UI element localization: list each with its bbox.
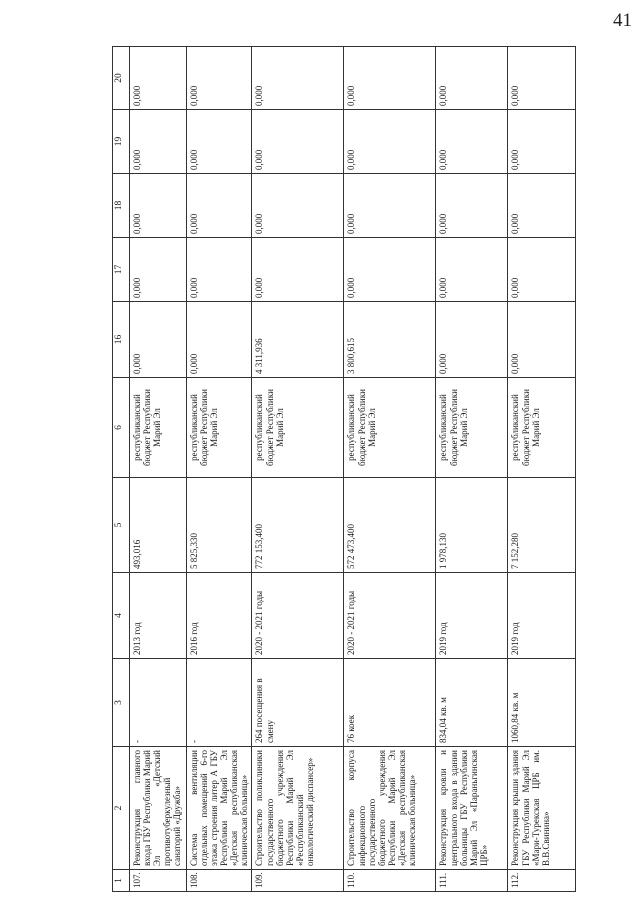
col17-cell: 0,000 [130, 238, 187, 302]
header-col-18: 18 [113, 174, 130, 238]
header-col-1: 1 [113, 870, 130, 892]
col17-cell: 0,000 [187, 238, 252, 302]
col18-cell: 0,000 [252, 174, 344, 238]
cost-cell: 7 152,280 [508, 478, 576, 573]
header-col-6: 6 [113, 378, 130, 478]
table-row [130, 47, 187, 892]
capacity-cell: 264 посещения в смену [252, 659, 344, 747]
table-row [436, 47, 508, 892]
col17-cell: 0,000 [252, 238, 344, 302]
header-col-19: 19 [113, 110, 130, 174]
row-number-cell: 111. [436, 870, 508, 892]
col20-cell: 0,000 [436, 47, 508, 110]
object-name-cell: Строительство поликлиники государственного бюджетного учреждения Республики Марий Эл «Республиканский онкологический диспансер» [252, 747, 344, 870]
period-cell: 2016 год [187, 573, 252, 659]
period-cell: 2019 год [436, 573, 508, 659]
col18-cell: 0,000 [436, 174, 508, 238]
col18-cell: 0,000 [344, 174, 436, 238]
col20-cell: 0,000 [130, 47, 187, 110]
header-col-3: 3 [113, 659, 130, 747]
table-row [187, 47, 252, 892]
source-cell: республиканский бюджет Республики Марий Эл [187, 378, 252, 478]
col17-cell: 0,000 [344, 238, 436, 302]
col16-cell: 4 311,936 [252, 302, 344, 378]
col16-cell: 0,000 [130, 302, 187, 378]
object-name-cell: Реконструкция главного входа ГБУ Республики Марий Эл «Детский противотуберкулезный санаторий «Дружба» [130, 747, 187, 870]
header-col-4: 4 [113, 573, 130, 659]
header-row [113, 47, 130, 892]
col19-cell: 0,000 [187, 110, 252, 174]
col19-cell: 0,000 [344, 110, 436, 174]
col20-cell: 0,000 [252, 47, 344, 110]
period-cell: 2013 год [130, 573, 187, 659]
col16-cell: 3 800,615 [344, 302, 436, 378]
col19-cell: 0,000 [252, 110, 344, 174]
object-name-cell: Реконструкция кровли и центрального входа в здании больницы ГБУ Республики Марий Эл «Параньгинская ЦРБ» [436, 747, 508, 870]
source-cell: республиканский бюджет Республики Марий Эл [252, 378, 344, 478]
capacity-cell: - [130, 659, 187, 747]
header-col-2: 2 [113, 747, 130, 870]
cost-cell: 5 825,330 [187, 478, 252, 573]
row-number-cell: 108. [187, 870, 252, 892]
object-name-cell: Реконструкция крыши здания ГБУ Республики Марий Эл «Мари-Турекская ЦРБ им. В.В.Свинина» [508, 747, 576, 870]
row-number-cell: 112. [508, 870, 576, 892]
source-cell: республиканский бюджет Республики Марий Эл [436, 378, 508, 478]
capacity-cell: 76 коек [344, 659, 436, 747]
source-cell: республиканский бюджет Республики Марий Эл [130, 378, 187, 478]
capacity-cell: 834,04 кв. м [436, 659, 508, 747]
col20-cell: 0,000 [344, 47, 436, 110]
period-cell: 2020 - 2021 годы [344, 573, 436, 659]
cost-cell: 493,016 [130, 478, 187, 573]
object-name-cell: Система вентиляции отдельных помещений 6-го этажа строения литер А ГБУ Республики Марий Эл «Детская республиканская клиническая больница» [187, 747, 252, 870]
header-col-20: 20 [113, 47, 130, 110]
col19-cell: 0,000 [436, 110, 508, 174]
col17-cell: 0,000 [508, 238, 576, 302]
col18-cell: 0,000 [187, 174, 252, 238]
col19-cell: 0,000 [508, 110, 576, 174]
page-number: 41 [613, 10, 632, 31]
header-col-17: 17 [113, 238, 130, 302]
row-number-cell: 109. [252, 870, 344, 892]
header-col-5: 5 [113, 478, 130, 573]
investment-objects-table [112, 46, 576, 892]
cost-cell: 572 473,400 [344, 478, 436, 573]
period-cell: 2020 - 2021 годы [252, 573, 344, 659]
cost-cell: 772 153,400 [252, 478, 344, 573]
period-cell: 2019 год [508, 573, 576, 659]
col20-cell: 0,000 [508, 47, 576, 110]
col16-cell: 0,000 [187, 302, 252, 378]
table-row [252, 47, 344, 892]
cost-cell: 1 978,130 [436, 478, 508, 573]
col19-cell: 0,000 [130, 110, 187, 174]
object-name-cell: Строительство корпуса инфекционного государственного бюджетного учреждения Республики Марий Эл «Детская республиканская клиническая больница» [344, 747, 436, 870]
table-row [508, 47, 576, 892]
col16-cell: 0,000 [436, 302, 508, 378]
row-number-cell: 107. [130, 870, 187, 892]
col18-cell: 0,000 [508, 174, 576, 238]
rotated-table-container [112, 47, 629, 892]
source-cell: республиканский бюджет Республики Марий Эл [344, 378, 436, 478]
header-col-16: 16 [113, 302, 130, 378]
col18-cell: 0,000 [130, 174, 187, 238]
table-row [344, 47, 436, 892]
row-number-cell: 110. [344, 870, 436, 892]
source-cell: республиканский бюджет Республики Марий Эл [508, 378, 576, 478]
capacity-cell: 1060,84 кв. м [508, 659, 576, 747]
col20-cell: 0,000 [187, 47, 252, 110]
capacity-cell: - [187, 659, 252, 747]
col16-cell: 0,000 [508, 302, 576, 378]
col17-cell: 0,000 [436, 238, 508, 302]
